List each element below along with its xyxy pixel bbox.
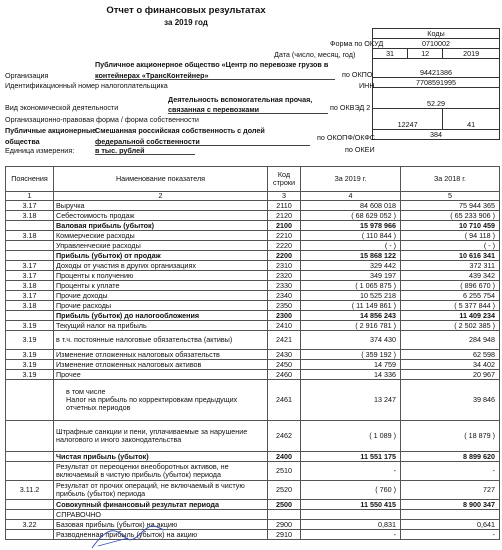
row-code: 2210	[268, 231, 301, 241]
row-code: 2462	[268, 421, 301, 452]
row-name: Выручка	[54, 201, 268, 211]
row-value-2019: ( 110 844 )	[301, 231, 401, 241]
row-code: 2460	[268, 370, 301, 380]
row-name: Валовая прибыль (убыток)	[54, 221, 268, 231]
row-note	[6, 241, 54, 251]
row-code: 2421	[268, 331, 301, 350]
row-value-2019: 349 197	[301, 271, 401, 281]
row-value-2019: -	[301, 530, 401, 540]
row-name: Проценты к уплате	[54, 281, 268, 291]
row-value-2018: 8 899 620	[401, 452, 500, 462]
row-value-2019: 10 525 218	[301, 291, 401, 301]
row-note: 3.19	[6, 321, 54, 331]
row-value-2018: ( 94 118 )	[401, 231, 500, 241]
row-note: 3.18	[6, 281, 54, 291]
unit-label: Единица измерения:	[5, 146, 75, 155]
row-name: Прибыль (убыток) до налогообложения	[54, 311, 268, 321]
row-code: 2430	[268, 350, 301, 360]
col-number: 3	[268, 192, 301, 201]
codes-box	[372, 28, 500, 140]
form-label-2: Публичные акционерные	[5, 126, 97, 135]
table-row	[6, 221, 500, 231]
okved-code: 52.29	[373, 88, 500, 109]
unit-value: в тыс. рублей	[95, 146, 145, 155]
row-value-2018: ( 2 502 385 )	[401, 321, 500, 331]
row-note: 3.22	[6, 520, 54, 530]
row-code: 2450	[268, 360, 301, 370]
col-number: 1	[6, 192, 54, 201]
row-name: Совокупный финансовый результат периода	[54, 500, 268, 510]
okopf-label: по ОКОПФ/ОКФС	[317, 133, 375, 142]
okud-label: Форма по ОКУД	[330, 39, 384, 48]
row-value-2019: 11 550 415	[301, 500, 401, 510]
row-code: 2900	[268, 520, 301, 530]
row-name: в т.ч. постоянные налоговые обязательства (активы)	[54, 331, 268, 350]
table-row	[6, 211, 500, 221]
row-name: Прочие доходы	[54, 291, 268, 301]
row-value-2019: 15 868 122	[301, 251, 401, 261]
row-value-2018: 439 342	[401, 271, 500, 281]
row-value-2019: 14 336	[301, 370, 401, 380]
table-row	[6, 261, 500, 271]
inn-row-label: Идентификационный номер налогоплательщика	[5, 81, 168, 90]
table-row	[6, 452, 500, 462]
col-header-2019: За 2019 г.	[301, 167, 401, 192]
row-value-2019: -	[301, 462, 401, 481]
row-name: Результат от переоценки внеоборотных активов, не включаемый в чистую прибыль (убыток) периода	[54, 462, 268, 481]
date-month: 12	[408, 49, 443, 59]
row-code: 2510	[268, 462, 301, 481]
row-note	[6, 251, 54, 261]
table-row	[6, 321, 500, 331]
activity-label: Вид экономической деятельности	[5, 103, 119, 112]
table-row	[6, 271, 500, 281]
table-row	[6, 251, 500, 261]
report-period: за 2019 год	[164, 18, 208, 27]
row-name: Коммерческие расходы	[54, 231, 268, 241]
row-name: Прочее	[54, 370, 268, 380]
col-header-code: Код строки	[268, 167, 301, 192]
row-name: Текущий налог на прибыль	[54, 321, 268, 331]
row-note: 3.18	[6, 301, 54, 311]
row-value-2019: ( 11 149 861 )	[301, 301, 401, 311]
signature	[88, 524, 168, 550]
row-value-2018: ( 5 377 844 )	[401, 301, 500, 311]
okved-label: по ОКВЭД 2	[330, 103, 371, 112]
inn-label: ИНН	[359, 81, 375, 90]
date-label: Дата (число, месяц, год)	[274, 50, 356, 59]
row-code: 2110	[268, 201, 301, 211]
org-name-line1: Публичное акционерное общество «Центр по перевозке грузов в	[95, 60, 329, 69]
row-code: 2400	[268, 452, 301, 462]
row-value-2019: 14 759	[301, 360, 401, 370]
form-label: Организационно-правовая форма / форма собственности	[5, 115, 199, 124]
row-note: 3.19	[6, 360, 54, 370]
col-number: 4	[301, 192, 401, 201]
form-line2: федеральной собственности	[95, 137, 200, 146]
table-row	[6, 311, 500, 321]
row-value-2019: 11 551 175	[301, 452, 401, 462]
col-header-name: Наименование показателя	[54, 167, 268, 192]
row-value-2018: -	[401, 530, 500, 540]
row-code: 2520	[268, 481, 301, 500]
row-name: Разводненная прибыль (убыток) на акцию	[54, 530, 268, 540]
codes-heading: Коды	[373, 29, 500, 39]
table-row	[6, 201, 500, 211]
col-number: 5	[401, 192, 500, 201]
report-title: Отчет о финансовых результатах	[106, 5, 266, 16]
row-note: 3.19	[6, 331, 54, 350]
row-note	[6, 421, 54, 452]
okpo-label: по ОКПО	[342, 70, 373, 79]
row-name: Результат от прочих операций, не включаемый в чистую прибыль (убыток) периода	[54, 481, 268, 500]
row-name: Доходы от участия в других организациях	[54, 261, 268, 271]
row-value-2019: ( 359 192 )	[301, 350, 401, 360]
row-note: 3.19	[6, 370, 54, 380]
row-value-2019: 0,831	[301, 520, 401, 530]
row-value-2019: 374 430	[301, 331, 401, 350]
table-row	[6, 462, 500, 481]
row-value-2018: 39 846	[401, 380, 500, 421]
row-note	[6, 221, 54, 231]
financial-results-table	[5, 166, 500, 540]
row-value-2019: ( 1 089 )	[301, 421, 401, 452]
row-code: 2310	[268, 261, 301, 271]
row-note	[6, 311, 54, 321]
row-note: 3.18	[6, 231, 54, 241]
row-value-2019: ( 68 629 052 )	[301, 211, 401, 221]
row-code: 2500	[268, 500, 301, 510]
org-name-line2: контейнерах «ТрансКонтейнер»	[95, 71, 209, 80]
row-code: 2330	[268, 281, 301, 291]
row-name: Базовая прибыль (убыток) на акцию	[54, 520, 268, 530]
row-code: 2100	[268, 221, 301, 231]
row-value-2018: 372 311	[401, 261, 500, 271]
table-row	[6, 421, 500, 452]
table-row	[6, 380, 500, 421]
row-code: 2410	[268, 321, 301, 331]
table-row	[6, 231, 500, 241]
row-value-2018: -	[401, 462, 500, 481]
row-value-2018: 6 255 754	[401, 291, 500, 301]
row-name: Прибыль (убыток) от продаж	[54, 251, 268, 261]
row-value-2018: 0,641	[401, 520, 500, 530]
row-note	[6, 452, 54, 462]
row-value-2019: ( 2 916 781 )	[301, 321, 401, 331]
row-value-2019	[301, 510, 401, 520]
row-name: Чистая прибыль (убыток)	[54, 452, 268, 462]
row-name: Штрафные санкции и пени, уплачиваемые за нарушение налогового и иного законодательства	[54, 421, 268, 452]
table-row	[6, 481, 500, 500]
col-header-notes: Пояснения	[6, 167, 54, 192]
row-value-2019: 13 247	[301, 380, 401, 421]
row-value-2019: 84 608 018	[301, 201, 401, 211]
row-note: 3.17	[6, 201, 54, 211]
row-note	[6, 510, 54, 520]
row-note	[6, 462, 54, 481]
row-value-2019: 329 442	[301, 261, 401, 271]
row-code: 2461	[268, 380, 301, 421]
table-row	[6, 530, 500, 540]
row-code: 2300	[268, 311, 301, 321]
okpo-code: 94421386	[373, 59, 500, 78]
date-day: 31	[373, 49, 408, 59]
okfs-code: 41	[443, 109, 500, 130]
row-code: 2320	[268, 271, 301, 281]
table-row	[6, 520, 500, 530]
row-note: 3.17	[6, 271, 54, 281]
row-code: 2910	[268, 530, 301, 540]
row-name: Изменение отложенных налоговых обязательств	[54, 350, 268, 360]
table-row	[6, 281, 500, 291]
form-line1: Смешанная российская собственность с долей	[95, 126, 265, 135]
inn-code: 7708591995	[373, 78, 500, 88]
row-value-2018: ( 896 670 )	[401, 281, 500, 291]
row-note: 3.17	[6, 261, 54, 271]
row-value-2019: 14 856 243	[301, 311, 401, 321]
date-year: 2019	[443, 49, 500, 59]
row-code: 2220	[268, 241, 301, 251]
table-row	[6, 301, 500, 311]
row-value-2018: 34 402	[401, 360, 500, 370]
okopf-code: 12247	[373, 109, 443, 130]
form-label-3: общества	[5, 137, 40, 146]
col-header-2018: За 2018 г.	[401, 167, 500, 192]
row-note	[6, 380, 54, 421]
okud-code: 0710002	[373, 39, 500, 49]
table-row	[6, 241, 500, 251]
col-number: 2	[54, 192, 268, 201]
activity-line1: Деятельность вспомогательная прочая,	[168, 95, 313, 104]
table-row	[6, 331, 500, 350]
org-label: Организация	[5, 71, 49, 80]
row-code: 2340	[268, 291, 301, 301]
row-value-2018: 284 948	[401, 331, 500, 350]
table-row	[6, 291, 500, 301]
row-note	[6, 530, 54, 540]
okei-code: 384	[373, 130, 500, 140]
table-colnum-row	[6, 192, 500, 201]
row-code: 2120	[268, 211, 301, 221]
row-value-2018: ( 18 879 )	[401, 421, 500, 452]
row-value-2018: ( - )	[401, 241, 500, 251]
row-value-2019: ( - )	[301, 241, 401, 251]
row-note: 3.19	[6, 350, 54, 360]
row-name: Управленческие расходы	[54, 241, 268, 251]
row-value-2019: 15 978 966	[301, 221, 401, 231]
table-row	[6, 370, 500, 380]
row-value-2018	[401, 510, 500, 520]
row-code	[268, 510, 301, 520]
row-value-2019: ( 1 065 875 )	[301, 281, 401, 291]
row-code: 2200	[268, 251, 301, 261]
table-row	[6, 360, 500, 370]
row-name: СПРАВОЧНО	[54, 510, 268, 520]
table-row	[6, 350, 500, 360]
row-value-2018: 11 409 234	[401, 311, 500, 321]
table-row	[6, 500, 500, 510]
row-value-2018: 20 967	[401, 370, 500, 380]
row-note: 3.18	[6, 211, 54, 221]
row-code: 2350	[268, 301, 301, 311]
row-name: Прочие расходы	[54, 301, 268, 311]
row-note	[6, 500, 54, 510]
row-note: 3.11.2	[6, 481, 54, 500]
row-value-2018: ( 65 233 906 )	[401, 211, 500, 221]
row-value-2018: 727	[401, 481, 500, 500]
row-name: Проценты к получению	[54, 271, 268, 281]
table-header-row	[6, 167, 500, 192]
activity-line2: связанная с перевозками	[168, 105, 260, 114]
row-name: в том числе Налог на прибыль по корректировкам предыдущих отчетных периодов	[54, 380, 268, 421]
row-value-2018: 10 616 341	[401, 251, 500, 261]
okei-label: по ОКЕИ	[345, 145, 375, 154]
row-value-2018: 8 900 347	[401, 500, 500, 510]
row-value-2018: 10 710 459	[401, 221, 500, 231]
row-name: Себестоимость продаж	[54, 211, 268, 221]
table-row	[6, 510, 500, 520]
row-value-2018: 62 598	[401, 350, 500, 360]
row-note: 3.17	[6, 291, 54, 301]
row-value-2019: ( 760 )	[301, 481, 401, 500]
row-name: Изменение отложенных налоговых активов	[54, 360, 268, 370]
row-value-2018: 75 944 365	[401, 201, 500, 211]
